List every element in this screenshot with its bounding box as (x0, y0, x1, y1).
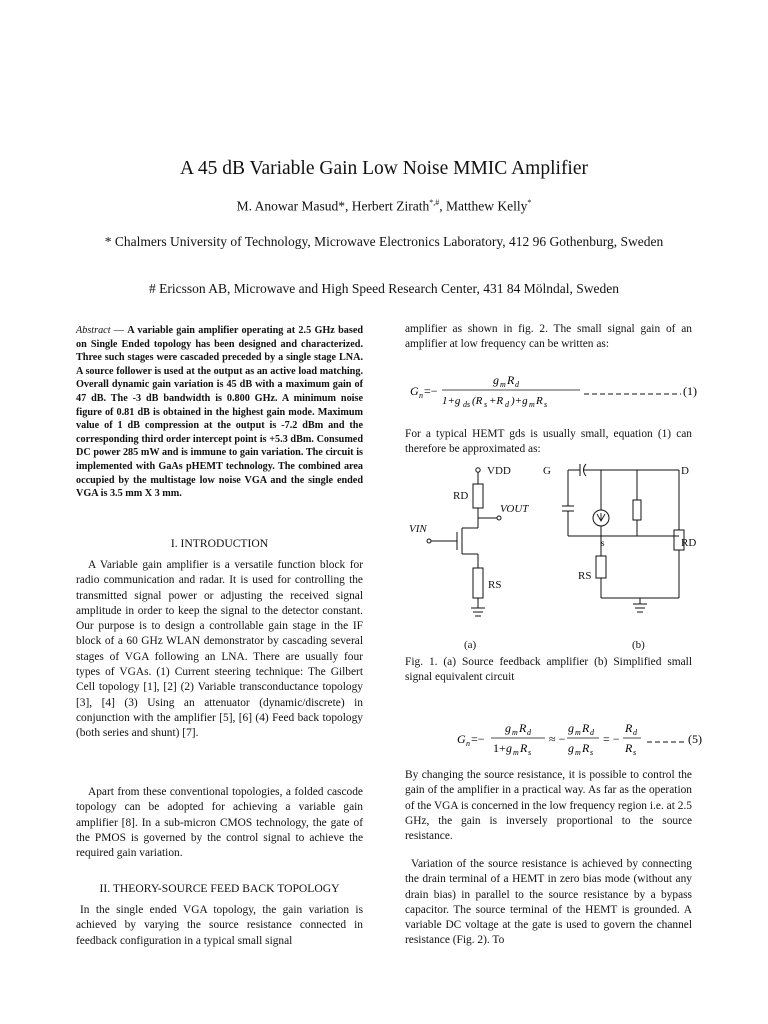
label-vout: VOUT (500, 503, 529, 515)
abstract-label: Abstract (76, 325, 111, 336)
intro-paragraph-2: Apart from these conventional topologies, a folded cascode topology can be adopted for achieving a variable gain amplifier [8]. In a sub-micron CMOS technology, the gate of the PMOS is governed by the control signal to achieve the required gain variation. (76, 786, 363, 860)
svg-text:d: d (590, 728, 594, 737)
svg-text:g: g (568, 741, 574, 755)
label-a: (a) (464, 639, 477, 651)
svg-text:)+g: )+g (511, 395, 528, 407)
svg-text:d: d (515, 380, 519, 389)
author-1-marks: *,# (429, 198, 440, 207)
svg-text:m: m (575, 748, 581, 757)
abstract-block (76, 324, 363, 501)
label-g: G (543, 465, 551, 477)
theory-paragraph-1: In the single ended VGA topology, the gain variation is achieved by varying the source resistance connected in feedback configuration in a typical small signal (76, 904, 363, 947)
svg-text:d: d (633, 728, 637, 737)
label-b: (b) (632, 639, 645, 651)
svg-text:1+: 1+ (493, 741, 506, 755)
equation-1-number: (1) (683, 384, 697, 398)
right-paragraph-2: For a typical HEMT gds is usually small, equation (1) can therefore be approximated as: (405, 428, 692, 456)
affiliation-ericsson: # Ericsson AB, Microwave and High Speed Research Center, 431 84 Mölndal, Sweden (149, 281, 619, 296)
svg-text:R: R (582, 721, 590, 735)
label-rs-b: RS (578, 570, 592, 582)
svg-text:g: g (506, 741, 512, 755)
svg-text:= −: = − (603, 732, 620, 746)
author-1: M. Anowar Masud*, Herbert Zirath (236, 198, 430, 214)
svg-text:R: R (520, 741, 528, 755)
svg-text:(R: (R (472, 395, 483, 407)
svg-text:d: d (505, 400, 509, 409)
svg-text:s: s (590, 748, 594, 757)
section-heading-introduction: I. INTRODUCTION (170, 537, 269, 550)
svg-text:1+g: 1+g (442, 395, 461, 407)
svg-text:d: d (527, 728, 531, 737)
label-rd-a: RD (453, 490, 469, 502)
right-paragraph-4: Variation of the source resistance is achieved by connecting the drain terminal of a HEMT in zero bias mode (without any drain bias) in parallel to the source resistance by a bypass capacitor. The source terminal of the HEMT is grounded. A variable DC voltage at the gate is used to govern the channel resistance (Fig. 2). To (405, 858, 692, 947)
circuit-figure (405, 458, 705, 653)
svg-text:R: R (519, 721, 527, 735)
svg-text:=−: =− (424, 384, 438, 398)
svg-text:n: n (466, 739, 470, 748)
equation-1 (408, 370, 708, 410)
label-s: s (601, 538, 605, 548)
svg-text:ds: ds (463, 400, 471, 409)
label-vin: VIN (409, 523, 427, 535)
right-paragraph-3: By changing the source resistance, it is possible to control the gain of the amplifier in a practical way. As far as the operation of the VGA is concerned in the low frequency region i.e. at 2.5 GHz, the gain is inversely proportional to the source resistance. (405, 769, 692, 843)
author-2-marks: * (527, 198, 532, 207)
label-vdd: VDD (487, 465, 511, 477)
svg-text:m: m (500, 380, 506, 389)
svg-text:s: s (528, 748, 532, 757)
svg-text:R: R (536, 395, 543, 407)
equation-5 (455, 718, 710, 758)
author-2: , Matthew Kelly (439, 198, 528, 214)
svg-text:s: s (544, 400, 548, 409)
figure-1-caption: Fig. 1. (a) Source feedback amplifier (b) Simplified small signal equivalent circuit (405, 656, 692, 684)
svg-text:g: g (505, 721, 511, 735)
author-line (0, 198, 768, 215)
svg-text:n: n (419, 391, 423, 400)
abstract-dash: — (110, 325, 128, 336)
svg-text:G: G (410, 384, 419, 398)
svg-text:m: m (512, 728, 518, 737)
equation-5-number: (5) (688, 732, 702, 746)
svg-text:R: R (625, 741, 633, 755)
abstract-text: A variable gain amplifier operating at 2.5 GHz based on Single Ended topology has been designed and characterized. Three such stages were cascaded preceded by a single stage LNA. A source follower is used at the output as an active load matching. Overall dynamic gain variation is 45 dB with a maximum gain of 47 dB. The -3 dB bandwidth is 0.800 GHz. A minimum noise figure of 0.81 dB is obtained in the highest gain mode. Maximum value of 1 dB compression at the output is -7.2 dBm and the corresponding third order intercept point is +5.3 dBm. Consumed DC power 285 mW and is immune to gain variation. The circuit is implemented with GaAs pHEMT technology. The combined area occupied by the multistage low noise VGA and the single ended VGA is 3.5 mm X 3 mm. (76, 325, 364, 500)
svg-text:R: R (507, 373, 515, 387)
svg-text:g: g (493, 373, 499, 387)
svg-text:+R: +R (489, 395, 504, 407)
svg-text:R: R (582, 741, 590, 755)
svg-text:m: m (513, 748, 519, 757)
label-rs-a: RS (488, 579, 502, 591)
svg-text:G: G (457, 732, 466, 746)
svg-text:m: m (529, 400, 535, 409)
affiliation-chalmers: * Chalmers University of Technology, Microwave Electronics Laboratory, 412 96 Gothenburg, Sweden (104, 234, 664, 249)
svg-text:m: m (575, 728, 581, 737)
intro-paragraph-1: A Variable gain amplifier is a versatile function block for radio communication and radar. It is used for controlling the transmitted signal power or adjusting the received signal amplitude in order to keep the signal to the detector constant. Our purpose is to design a controllable gain stage in the IF block of a 60 GHz WLAN demonstrator by cascading several stages of VGA following an LNA. There are usually four types of VGAs. (1) Current steering technique: The Gilbert Cell topology [1], [2] (2) Variable transconductance topology [3], [4] (3) Using an attenuator (dynamic/discrete) in conjunction with the amplifier [5], [6] (4) Feed back topology (both series and shunt) [7]. (76, 559, 363, 740)
paper-title: A 45 dB Variable Gain Low Noise MMIC Amplifier (179, 158, 588, 179)
svg-text:R: R (625, 721, 633, 735)
svg-text:s: s (484, 400, 488, 409)
svg-text:s: s (633, 748, 637, 757)
svg-text:=−: =− (471, 732, 485, 746)
svg-text:g: g (568, 721, 574, 735)
right-paragraph-1: amplifier as shown in fig. 2. The small signal gain of an amplifier at low frequency can be written as: (405, 323, 692, 351)
label-d: D (681, 465, 689, 477)
section-heading-theory: II. THEORY-SOURCE FEED BACK TOPOLOGY (99, 882, 340, 895)
svg-text:≈ −: ≈ − (549, 732, 566, 746)
label-rd-b: RD (681, 537, 697, 549)
